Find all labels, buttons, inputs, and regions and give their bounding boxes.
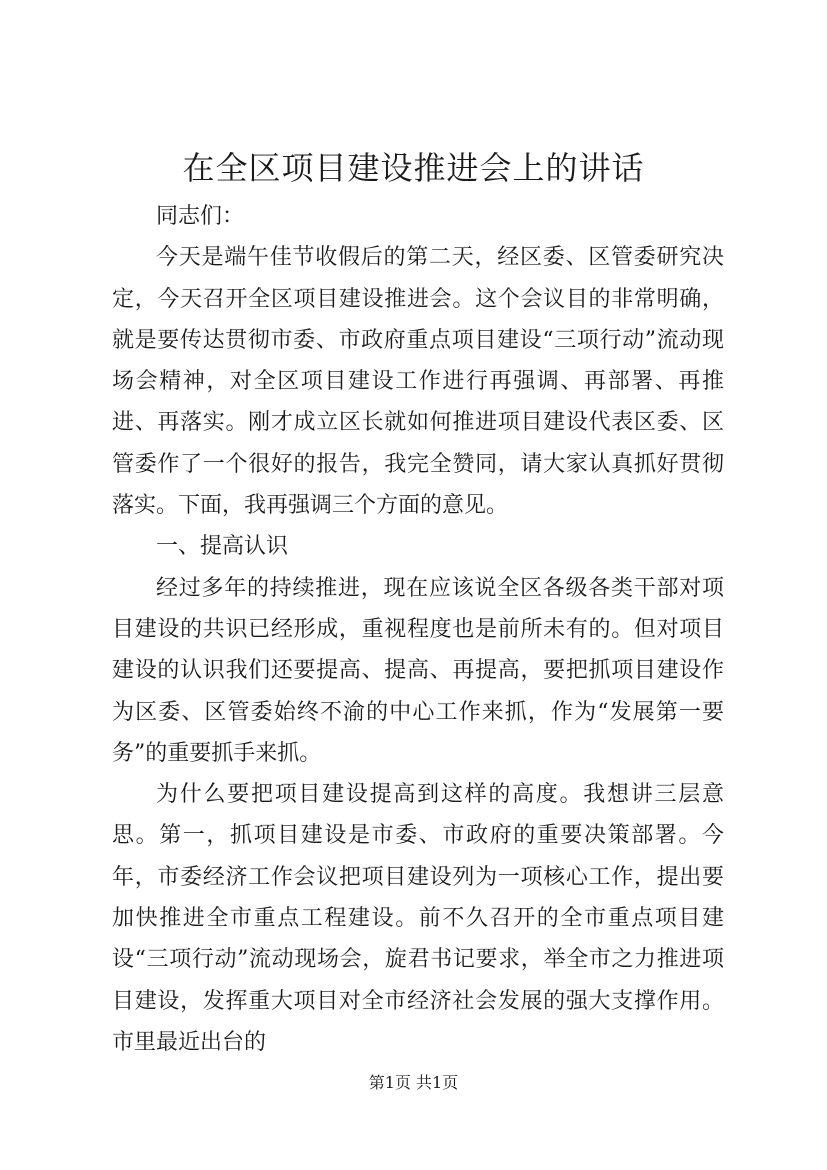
page-footer: 第1页 共1页 — [368, 1073, 459, 1092]
paragraph-opening: 今天是端午佳节收假后的第二天，经区委、区管委研究决定，今天召开全区项目建设推进会。这个会议目的非常明确，就是要传达贯彻市委、市政府重点项目建设“三项行动”流动现场会精神，对全区项目建设工作进行再强调、再部署、再推进、再落实。刚才成立区长就如何推进项目建设代表区委、区管委作了一个很好的报告，我完全赞同，请大家认真抓好贯彻落实。下面，我再强调三个方面的意见。 — [112, 245, 724, 519]
paragraph: 为什么要把项目建设提高到这样的高度。我想讲三层意思。第一，抓项目建设是市委、市政府的重要决策部署。今年，市委经济工作会议把项目建设列为一项核心工作，提出要加快推进全市重点工程建设。前不久召开的全市重点项目建设“三项行动”流动现场会，旋君书记要求，举全市之力推进项目建设，发挥重大项目对全市经济社会发展的强大支撑作用。市里最近出台的 — [112, 782, 724, 1055]
document-body — [112, 196, 724, 1063]
paragraph: 经过多年的持续推进，现在应该说全区各级各类干部对项目建设的共识已经形成，重视程度也是前所未有的。但对项目建设的认识我们还要提高、提高、再提高，要把抓项目建设作为区委、区管委始终不渝的中心工作来抓，作为“发展第一要务”的重要抓手来抓。 — [112, 575, 724, 766]
section-heading: 一、提高认识 — [156, 534, 289, 560]
salutation: 同志们： — [156, 204, 245, 229]
document-title: 在全区项目建设推进会上的讲话 — [182, 149, 645, 187]
